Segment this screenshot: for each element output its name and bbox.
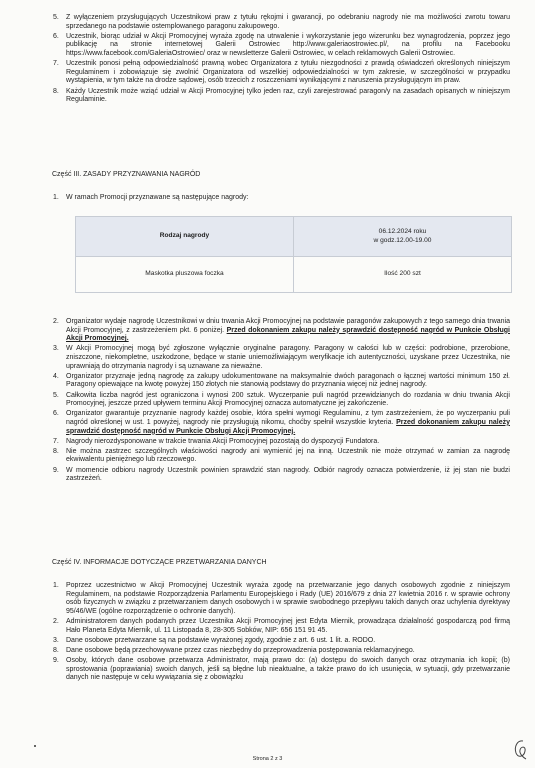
table-row: [76, 257, 512, 293]
list-number: 9.: [53, 466, 59, 474]
list-text: Uczestnik ponosi pełną odpowiedzialność prawną wobec Organizatora z tytułu niezgodności z prawdą oświadczeń określonych niniejszym Regulaminem i zobowiązuje się zwolnić Organizatora od wszelkiej odpowiedzialności w tym zakresie, w szczególności w przypadku wystąpienia, w tym także na drodze sądowej, osób trzecich z roszczeniami wynikającymi z naruszenia przysługującym im praw.: [66, 60, 510, 85]
list-number: 3.: [53, 345, 59, 353]
section-3-heading: Część III. ZASADY PRZYZNAWANIA NAGRÓD: [52, 171, 201, 178]
list-text: Nie można zastrzec szczególnych właściwości nagrody ani wymienić jej na inną. Uczestnik nie może otrzymać w zamian za nagrodę ekwiwalentu pieniężnego lub rzeczowego.: [66, 447, 510, 464]
list-item: [53, 636, 510, 646]
list-text: Uczestnik, biorąc udział w Akcji Promocyjnej wyraża zgodę na utrwalenie i wykorzystanie jego wizerunku bez wynagrodzenia, poprzez jego publikację na stronie internetowej Galerii Ostrowiec http://www.galeriaostrowiec.pl/, na profilu na Facebooku https://www.facebook.com/GaleriaOstrowiec/ oraz w newsletterze Galerii Ostrowiec, w celach reklamowych Galerii Ostrowiec.: [66, 32, 510, 57]
list-text: Dane osobowe przetwarzane są na podstawie wyrażonej zgody, zgodnie z art. 6 ust. 1 lit. a. RODO.: [66, 636, 376, 644]
emphasis-notice: Przed dokonaniem zakupu należy sprawdzić dostępność nagród w Punkcie Obsługi Akcji Promocyjnej.: [66, 326, 510, 343]
list-item: [53, 14, 510, 31]
list-text: Organizator przyznaje jedną nagrodę za zakupy udokumentowane na maksymalnie dwóch paragonach o łącznej wartości minimum 150 zł. Paragony opiewające na kwotę powyżej 150 złotych nie stanowią podstawy do przyznania więcej niż jednej nagrody.: [66, 372, 510, 389]
list-number: 7.: [53, 437, 59, 445]
list-item: [53, 410, 510, 436]
scan-mark: [34, 745, 36, 747]
list-text: Poprzez uczestnictwo w Akcji Promocyjnej Uczestnik wyraża zgodę na przetwarzanie jego danych osobowych zgodnie z niniejszym Regulaminem, na podstawie Rozporządzenia Parlamentu Europejskiego i Rady (UE) 2016/679 z dnia 27 kwietnia 2016 r. w sprawie ochrony osób fizycznych w związku z przetwarzaniem danych osobowych i w sprawie swobodnego przepływu takich danych oraz uchylenia dyrektywy 95/46/WE (ogólne rozporządzenie o ochronie danych).: [66, 582, 510, 615]
list-number: 6.: [53, 410, 59, 418]
list-text: Administratorem danych podanych przez Uczestnika Akcji Promocyjnej jest Edyta Miernik, prowadząca działalność gospodarczą pod firmą Hało Planeta Edyta Miernik, ul. 11 Listopada 8, 28-305 Sobków, NIP: 656 151 91 45.: [66, 617, 510, 634]
list-number: 8.: [53, 87, 59, 95]
section-3-items-list: [53, 318, 510, 485]
list-item: [53, 391, 510, 409]
list-number: 2.: [53, 318, 59, 325]
list-item: [53, 372, 510, 390]
list-text: W Akcji Promocyjnej mogą być zgłoszone wyłącznie oryginalne paragony. Paragony w całości lub w części: podrobione, przerobione, zniszczone, niekompletne, uszkodzone, będące w stanie uniemożliwiającym weryfikacje ich autentyczności, uzyskane przez Uczestnika, nie uprawniają do otrzymania nagrody i są uznawane za nieważne.: [66, 345, 510, 370]
list-text: W ramach Promocji przyznawane są następujące nagrody:: [66, 194, 249, 201]
list-item: [53, 466, 510, 484]
list-number: 4.: [53, 372, 59, 380]
list-number: 8.: [53, 447, 59, 455]
time-line: w godz.12.00-19.00: [373, 236, 432, 244]
prize-table: [75, 216, 512, 293]
list-text: Każdy Uczestnik może wziąć udział w Akcji Promocyjnej tylko jeden raz, czyli zarejestrować paragon/y na zasadach opisanych w niniejszym Regulaminie.: [66, 87, 510, 104]
list-text: Z wyłączeniem przysługujących Uczestnikowi praw z tytułu rękojmi i gwarancji, po odebraniu nagrody nie ma możliwości zwrotu towaru sprzedanego na podstawie ostemplowanego paragonu zakupowego.: [66, 14, 510, 30]
section-4-items-list: [53, 582, 510, 685]
list-number: 1.: [53, 582, 59, 589]
list-item: [53, 345, 510, 371]
list-item: [53, 194, 510, 203]
list-text: Organizator wydaje nagrodę Uczestnikowi w dniu trwania Akcji Promocyjnej na podstawie paragonów zakupowych z tego samego dnia trwania Akcji Promocyjnej, z zastrzeżeniem pkt. 6 poniżej.: [66, 318, 510, 334]
list-item: [53, 447, 510, 465]
page-number: Strona 2 z 3: [252, 756, 283, 762]
list-item: [53, 318, 510, 344]
list-item: [53, 87, 510, 105]
list-item: [53, 32, 510, 59]
list-item: [53, 646, 510, 656]
top-items-list: [53, 14, 510, 106]
list-text: Osoby, których dane osobowe przetwarza Administrator, mają prawo do: (a) dostępu do swoich danych oraz otrzymania ich kopii; (b) sprostowania (poprawiania) swoich danych, jeśli są błędne lub nieaktualne, a także prawo do ich usunięcia, w sytuacji, gdy przetwarzanie danych nie następuje w celu wywiązania się z obowiązku: [66, 657, 510, 682]
section-4-heading: Część IV. INFORMACJE DOTYCZĄCE PRZETWARZANIA DANYCH: [52, 559, 267, 566]
list-number: 5.: [53, 14, 59, 21]
section-3-intro: [53, 194, 510, 204]
list-number: 6.: [53, 32, 59, 40]
list-text: Dane osobowe będą przechowywane przez czas niezbędny do przeprowadzenia postępowania reklamacyjnego.: [66, 646, 415, 654]
list-number: 5.: [53, 391, 59, 399]
list-number: 9.: [53, 657, 59, 665]
table-cell-quantity: Ilość 200 szt: [294, 257, 512, 293]
list-number: 3.: [53, 636, 59, 644]
list-item: [53, 617, 510, 635]
list-item: [53, 582, 510, 616]
list-text: Organizator gwarantuje przyznanie nagrody każdej osobie, która spełni wymogi Regulaminu, z tym zastrzeżeniem, że po wyczerpaniu puli nagród określonej w ust. 1 powyżej, nagrody nie przysługują nikomu, choćby spełnił wszystkie kryteria.: [66, 410, 510, 426]
list-item: [53, 657, 510, 683]
date-line: 06.12.2024 roku: [378, 227, 427, 235]
table-header-prize: Rodzaj nagrody: [76, 217, 294, 257]
list-item: [53, 437, 510, 447]
list-number: 8.: [53, 646, 59, 654]
emphasis-notice: Przed dokonaniem zakupu należy sprawdzić dostępność nagród w Punkcie Obsługi Akcji Promocyjnej.: [66, 418, 510, 435]
list-number: 1.: [53, 194, 59, 201]
table-cell-prize: Maskotka pluszowa foczka: [76, 257, 294, 293]
list-text: Nagrody nierozdysponowane w trakcie trwania Akcji Promocyjnej pozostają do dyspozycji Fundatora.: [66, 437, 380, 445]
list-number: 2.: [53, 617, 59, 625]
handwritten-initials-icon: [512, 738, 528, 760]
table-header-row: [76, 217, 512, 257]
list-text: Całkowita liczba nagród jest ograniczona i wynosi 200 sztuk. Wyczerpanie puli nagród przewidzianych do rozdania w dniu trwania Akcji Promocyjnej, jeszcze przed upływem terminu Akcji Promocyjnej oznacza automatyczne jej zakończenie.: [66, 391, 510, 408]
table-header-date: [294, 217, 512, 257]
list-item: [53, 60, 510, 86]
list-text: W momencie odbioru nagrody Uczestnik powinien sprawdzić stan nagrody. Odbiór nagrody oznacza potwierdzenie, iż jej stan nie budzi zastrzeżeń.: [66, 466, 510, 483]
list-number: 7.: [53, 60, 59, 68]
